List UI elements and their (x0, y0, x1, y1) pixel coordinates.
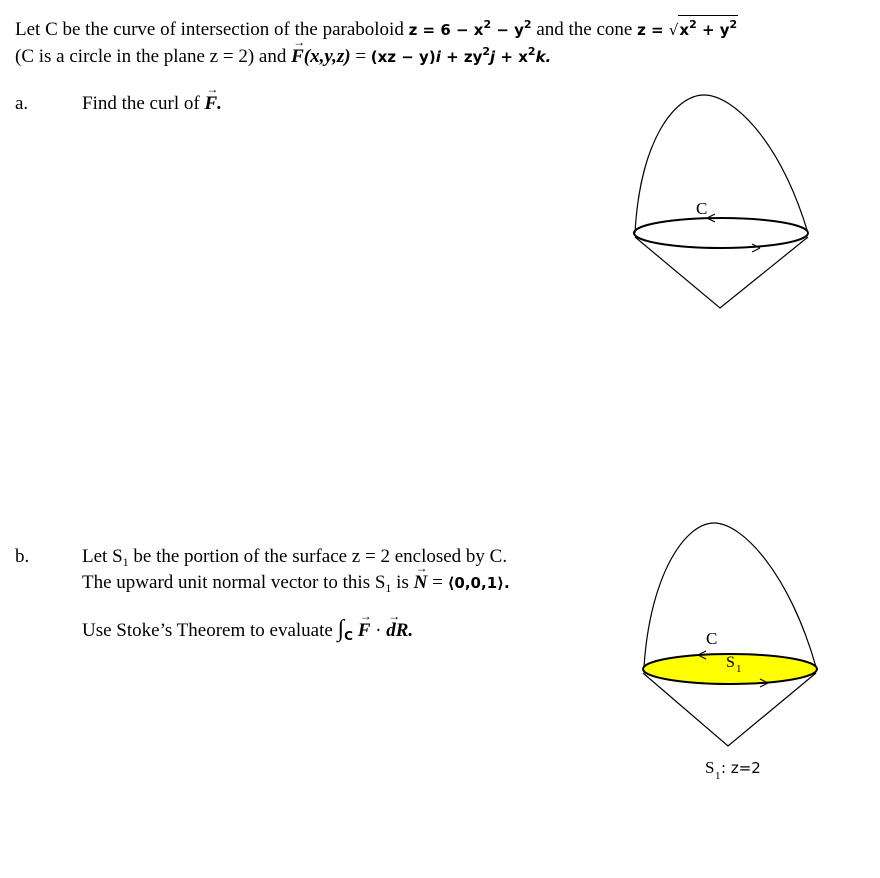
vector-field-components: $(xz - y)i + zy^2j + x^2k$. (370, 45, 552, 66)
part-a-letter: a. (15, 93, 29, 114)
caption-sub: 1 (715, 770, 721, 782)
intro-line1-prefix: Let C be the curve of intersection of the paraboloid (15, 19, 404, 40)
part-b-line-3: Use Stoke’s Theorem to evaluate $\int_C \to F$ · → dR. (82, 616, 413, 643)
caption-s: S (705, 758, 715, 777)
part-b-line-2: The upward unit normal vector to this $S_1$ is → N = ⟨0,0,1⟩. (82, 572, 510, 596)
figure-b-paraboloid-cone-surface (620, 515, 840, 805)
intro-line2-prefix: (C is a circle in the plane z = 2) and (15, 46, 287, 67)
paraboloid-outline-a (635, 95, 808, 233)
part-b-line-1: Let $S_1$ be the portion of the surface z = 2 enclosed by C. (82, 546, 508, 569)
intersection-curve-a (634, 218, 808, 248)
figure-a-paraboloid-cone (620, 80, 820, 340)
curve-label-a: C (696, 199, 708, 218)
orientation-arrow-front-a (752, 244, 760, 252)
intro-line-2: (C is a circle in the plane z = 2) and → $F(x,y,z) = (xz - y)i + zy^2j + x^2k$. (15, 45, 551, 68)
caption-equation: : z=2 (721, 759, 761, 777)
paraboloid-equation: $z = 6 - x^2 - y^2$ (408, 18, 532, 39)
curve-label-b: C (706, 629, 718, 648)
paraboloid-outline-b (644, 523, 816, 667)
intro-line-1 (15, 15, 738, 41)
vector-field-definition: → F(x,y,z) (291, 46, 350, 67)
part-a-question: Find the curl of → F. (82, 93, 222, 115)
line-integral: ∫ (337, 616, 345, 642)
surface-label-sub: 1 (736, 663, 742, 675)
part-b-letter: b. (15, 546, 30, 567)
cone-equation: $z = √x^2 + y^2$ (637, 21, 738, 39)
surface-label-s: S (726, 654, 735, 671)
intro-line1-mid: and the cone (536, 19, 633, 40)
normal-vector-value: ⟨0,0,1⟩. (447, 574, 510, 592)
normal-vector-symbol: → N (414, 572, 428, 594)
